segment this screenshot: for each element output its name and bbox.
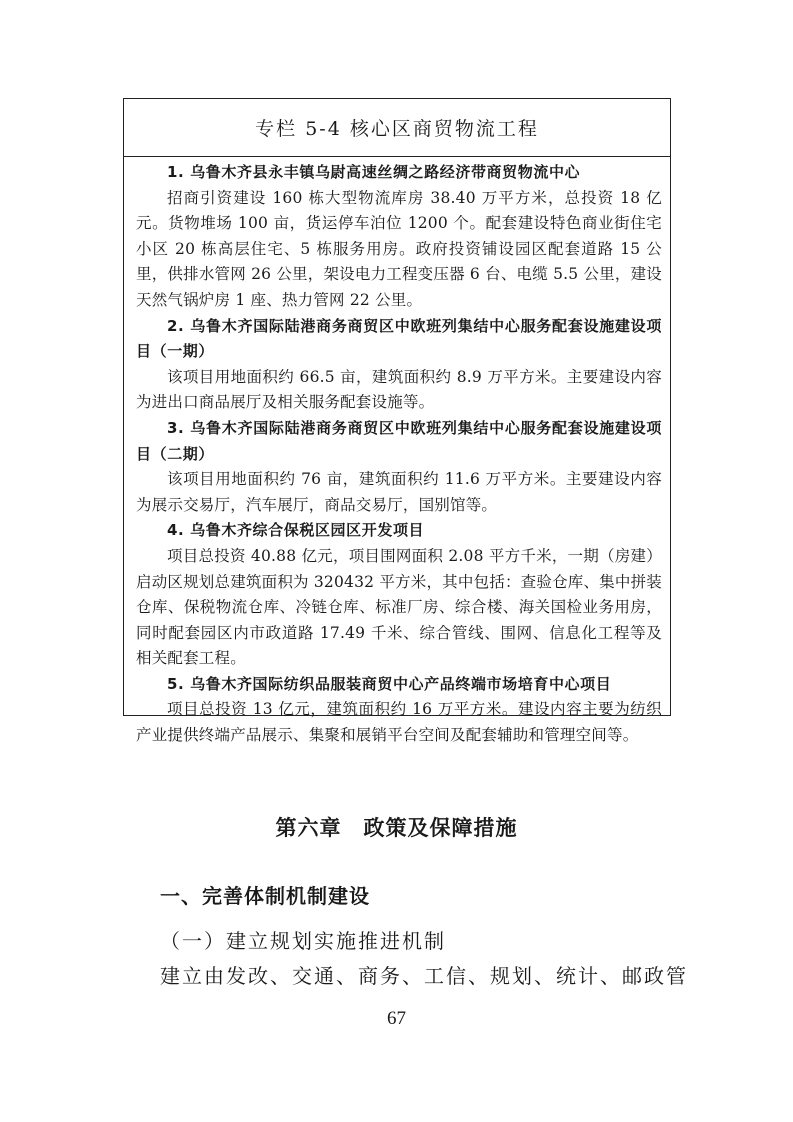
subsection-heading: （一）建立规划实施推进机制 [160, 929, 446, 953]
project-description: 该项目用地面积约 66.5 亩，建筑面积约 8.9 万平方米。主要建设内容为进出口商品展厅及相关服务配套设施等。 [136, 367, 662, 412]
project-heading: 2. 乌鲁木齐国际陆港商务商贸区中欧班列集结中心服务配套设施建设项目（一期） [136, 316, 662, 361]
project-item [136, 314, 662, 416]
project-heading: 4. 乌鲁木齐综合保税区园区开发项目 [167, 521, 425, 540]
project-item [136, 160, 662, 314]
chapter-title: 第六章 政策及保障措施 [275, 816, 518, 840]
project-item [136, 416, 662, 518]
section-heading: 一、完善体制机制建设 [160, 884, 370, 908]
project-heading: 3. 乌鲁木齐国际陆港商务商贸区中欧班列集结中心服务配套设施建设项目（二期） [136, 418, 662, 463]
project-heading: 1. 乌鲁木齐县永丰镇乌尉高速丝绸之路经济带商贸物流中心 [167, 163, 581, 181]
project-description: 项目总投资 13 亿元，建筑面积约 16 万平方米。建设内容主要为纺织产业提供终端产品展示、集聚和展销平台空间及配套辅助和管理空间等。 [136, 700, 662, 745]
panel-body [124, 157, 670, 749]
body-paragraph: 建立由发改、交通、商务、工信、规划、统计、邮政管 [160, 964, 688, 988]
project-heading: 5. 乌鲁木齐国际纺织品服装商贸中心产品终端市场培育中心项目 [167, 674, 612, 693]
page-number: 67 [387, 1008, 406, 1029]
project-item [136, 518, 662, 672]
project-description: 招商引资建设 160 栋大型物流库房 38.40 万平方米，总投资 18 亿元。货物堆场 100 亩，货运停车泊位 1200 个。配套建设特色商业街住宅小区 20 栋高层住宅、5 栋服务用房。政府投资铺设园区配套道路 15 公里，供排水管网 26 公里，架设电力工程变压器 6 台、电缆 5.5 公里，建设天然气锅炉房 1 座、热力管网 22 公里。 [136, 188, 662, 309]
column-panel [123, 98, 671, 745]
project-description: 该项目用地面积约 76 亩，建筑面积约 11.6 万平方米。主要建设内容为展示交易厅，汽车展厅，商品交易厅，国别馆等。 [136, 470, 662, 514]
project-description: 项目总投资 40.88 亿元，项目围网面积 2.08 平方千米，一期（房建）启动区规划总建筑面积为 320432 平方米，其中包括：查验仓库、集中拼装仓库、保税物流仓库、冷链仓库、标准厂房、综合楼、海关国检业务用房，同时配套园区内市政道路 17.49 千米、综合管线、围网、信息化工程等及相关配套工程。 [136, 546, 662, 668]
panel-title: 专栏 5-4 核心区商贸物流工程 [124, 99, 670, 157]
project-item [136, 672, 662, 749]
